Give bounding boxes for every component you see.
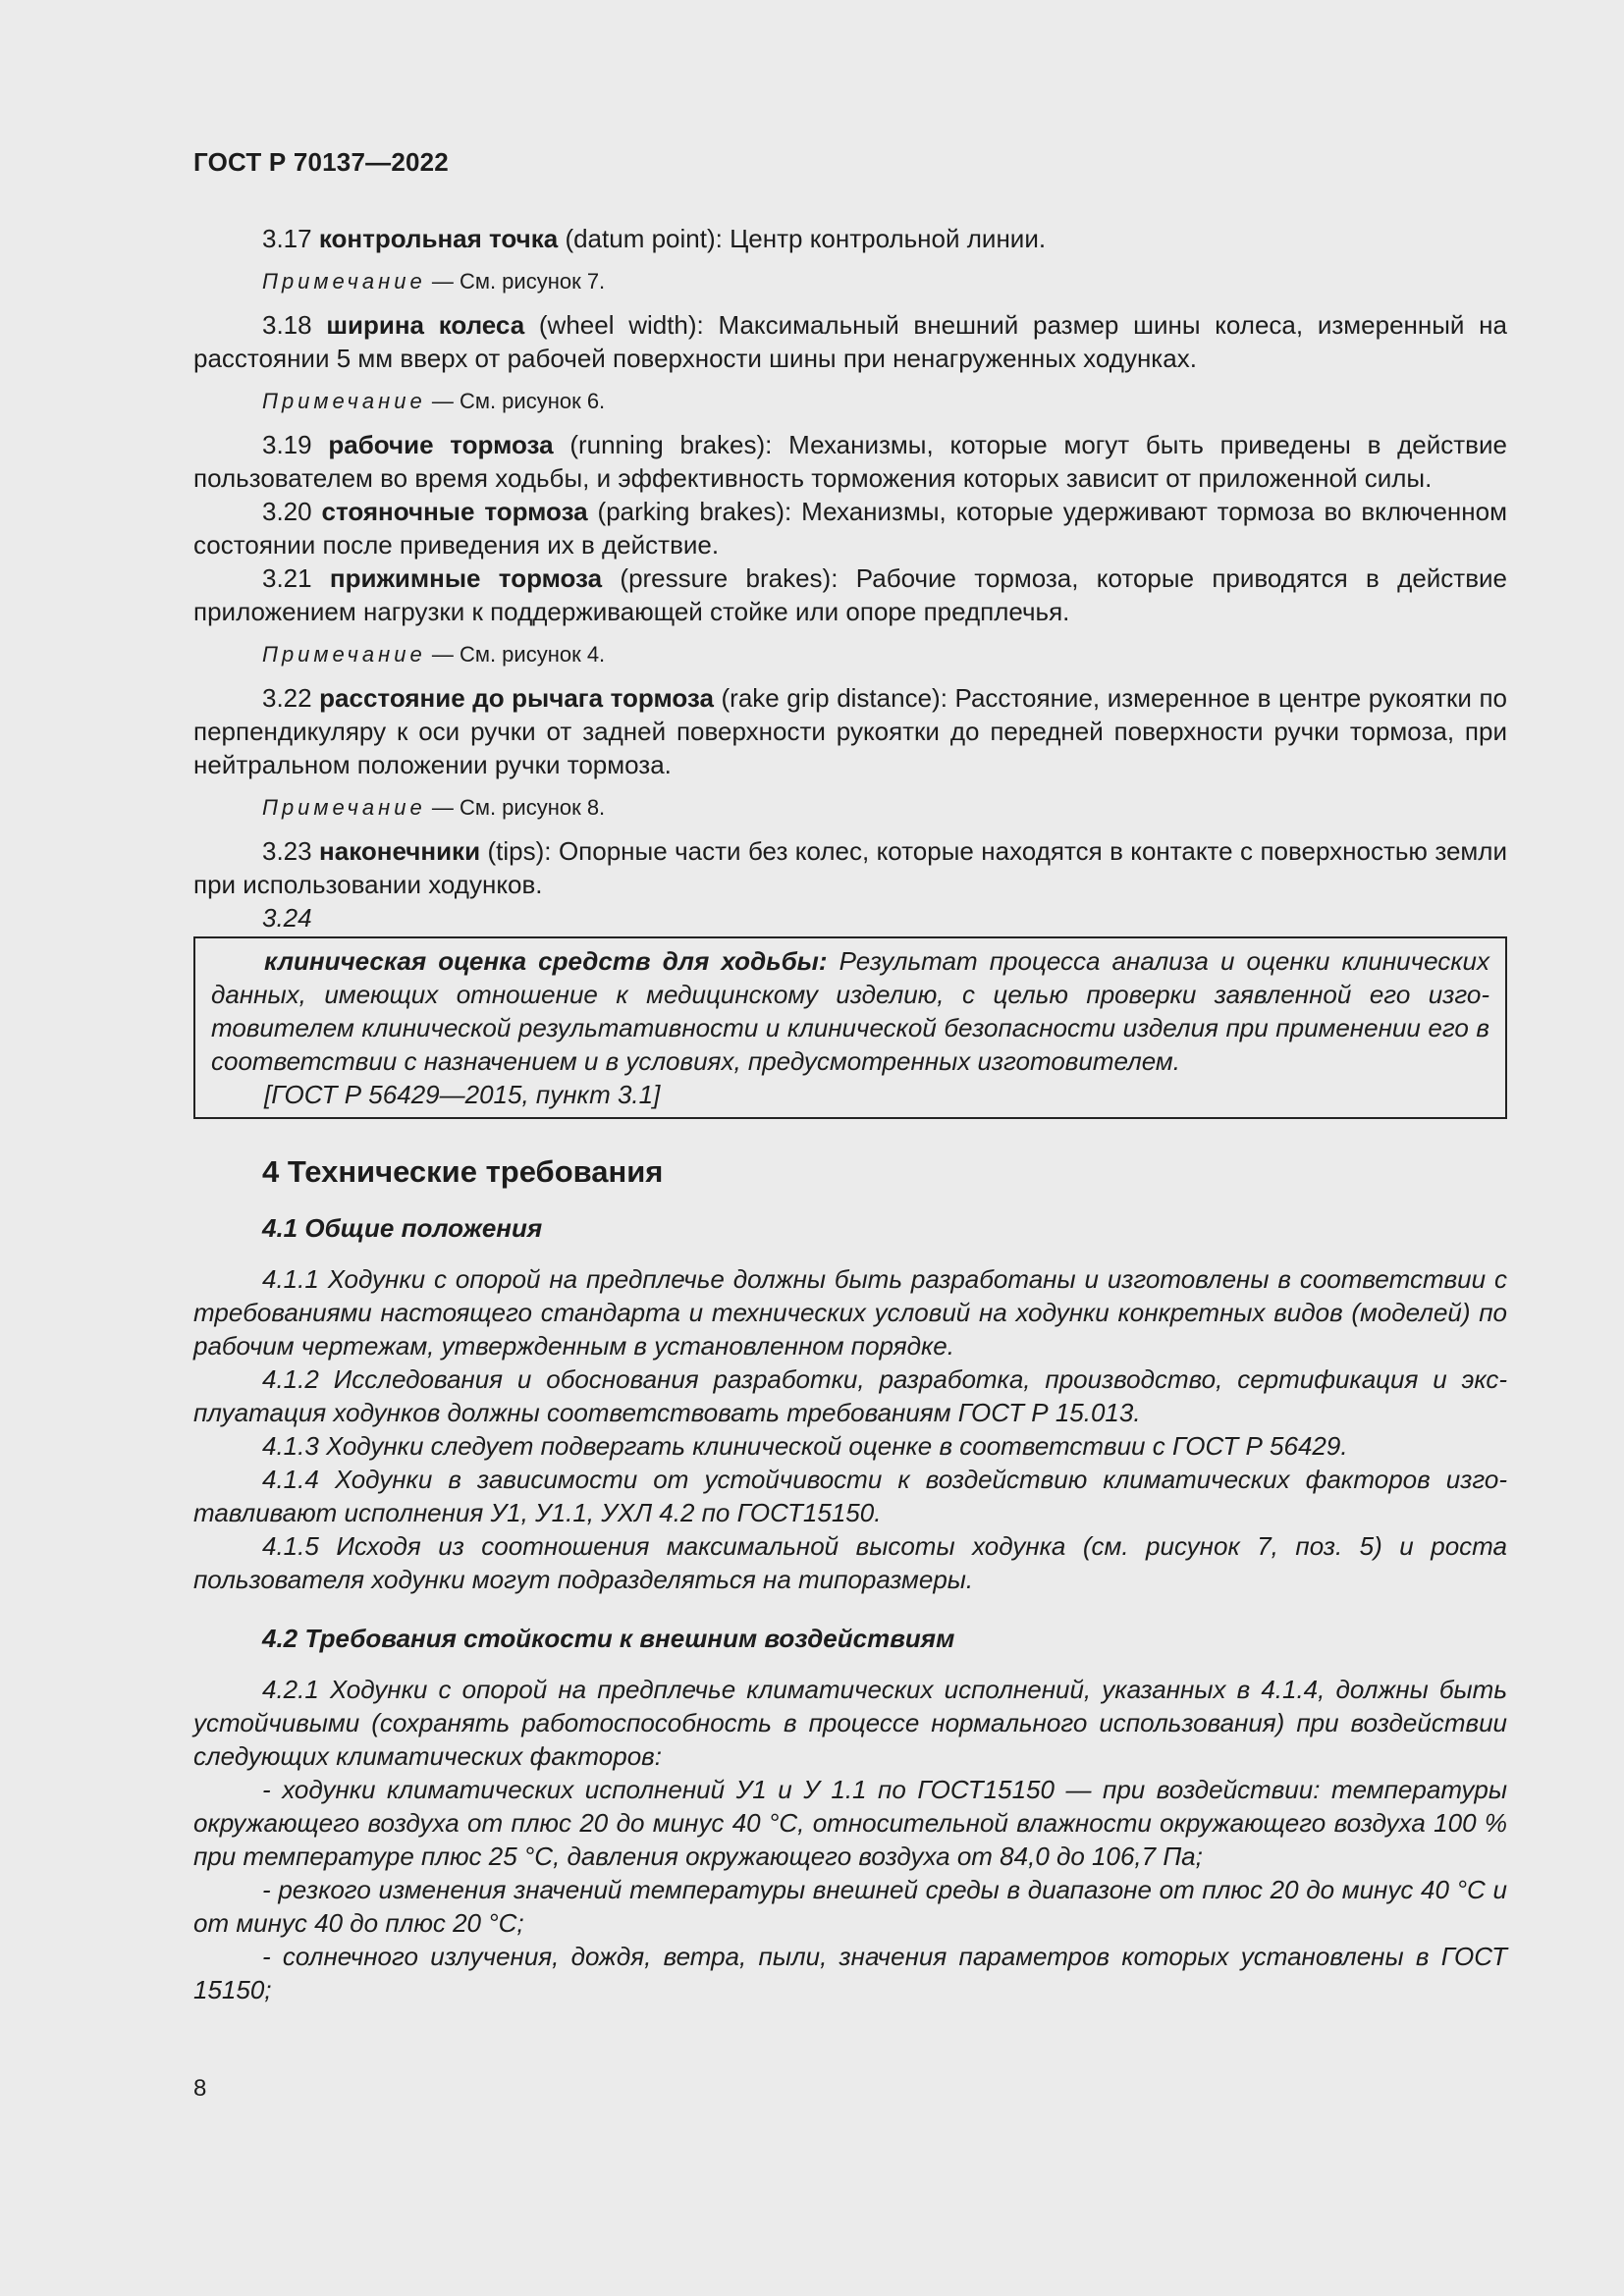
para-4-1-2: 4.1.2 Исследования и обоснования разработки, разработка, производство, сертификация и эксплуатация ходунков должны соответствовать требованиям ГОСТ Р 15.013. [193,1364,1507,1427]
list-item: - резкого изменения значений температуры внешней среды в диапазоне от плюс 20 до минус 40 °C и от минус 40 до плюс 20 °C; [193,1875,1507,1938]
term-3-22: 3.22 расстояние до рычага тормоза (rake grip distance): Расстояние, измеренное в центре рукоятки по перпендикуляру к оси ручки от задней поверхности рукоятки до передней поверхности ручки тормоза, при нейтральном положении ручки тормоза. [193,683,1508,779]
page-number: 8 [193,2075,207,2102]
term-3-24-definition: клиническая оценка средств для ходьбы: Результат процесса анализа и оценки клинических данных, имеющих отношение к медицинскому изделию, с целью проверки заявленной его изготовителем клинической результативности и клинической безопасности изделия при применении его в соответствии с назначением и в условиях, предусмотренных изготовителем. [211,946,1489,1076]
term-3-18: 3.18 ширина колеса (wheel width): Максимальный внешний размер шины колеса, измеренный на расстоянии 5 мм вверх от рабочей поверхности шины при ненагруженных ходунках. [193,310,1507,373]
para-4-1-1: 4.1.1 Ходунки с опорой на предплечье должны быть разработаны и изготовлены в соответствии с требованиями настоящего стандарта и технических условий на ходунки конкретных видов (моделей) по рабочим чертежам, утвержденным в установленном порядке. [193,1264,1507,1361]
term-3-23: 3.23 наконечники (tips): Опорные части без колес, которые находятся в контакте с поверхностью земли при использовании ходунков. [193,836,1508,899]
para-4-1-4: 4.1.4 Ходунки в зависимости от устойчивости к воздействию климатических факторов изготавливают исполнения У1, У1.1, УХЛ 4.2 по ГОСТ15150. [193,1465,1507,1527]
term-3-24-number: 3.24 [262,903,312,933]
list-item: - солнечного излучения, дождя, ветра, пыли, значения параметров которых установлены в ГОСТ 15150; [193,1942,1507,2004]
document-header: ГОСТ Р 70137—2022 [193,147,449,177]
subsection-4-2-title: 4.2 Требования стойкости к внешним воздействиям [262,1624,955,1653]
definition-box [193,936,1507,1119]
document-page [193,0,1507,2296]
term-3-20: 3.20 стояночные тормоза (parking brakes): Механизмы, которые удерживают тормоза во включенном состоянии после приведения их в действие. [193,497,1507,560]
definition-source: [ГОСТ Р 56429—2015, пункт 3.1] [264,1080,661,1109]
section-4-title: 4 Технические требования [262,1154,664,1189]
note-3-21: Примечание — См. рисунок 4. [262,642,606,667]
term-3-21: 3.21 прижимные тормоза (pressure brakes): Рабочие тормоза, которые приводятся в действие приложением нагрузки к поддерживающей стойке или опоре предплечья. [193,563,1508,626]
note-3-22: Примечание — См. рисунок 8. [262,795,606,820]
term-3-19: 3.19 рабочие тормоза (running brakes): Механизмы, которые могут быть приведены в действие пользователем во время ходьбы, и эффективность торможения которых зависит от приложенной силы. [193,430,1507,493]
note-3-17: Примечание — См. рисунок 7. [262,269,606,294]
list-item: - ходунки климатических исполнений У1 и У 1.1 по ГОСТ15150 — при воздействии: температуры окружающего воздуха от плюс 20 до минус 40 °C, относительной влажности окружающего воздуха 100 % при температуре плюс 25 °C, давления окружающего воздуха от 84,0 до 106,7 Па; [193,1775,1507,1871]
document-body [193,222,1507,2006]
term-3-17: 3.17 контрольная точка (datum point): Центр контрольной линии. [262,224,1047,253]
para-4-1-3: 4.1.3 Ходунки следует подвергать клинической оценке в соответствии с ГОСТ Р 56429. [262,1431,1348,1461]
note-3-18: Примечание — См. рисунок 6. [262,389,606,413]
para-4-1-5: 4.1.5 Исходя из соотношения максимальной высоты ходунка (см. рисунок 7, поз. 5) и роста пользователя ходунки могут подразделяться на типоразмеры. [193,1531,1507,1594]
para-4-2-1: 4.2.1 Ходунки с опорой на предплечье климатических исполнений, указанных в 4.1.4, должны быть устойчивыми (сохранять работоспособность в процессе нормального использования) при воздействии следующих климатических факторов: [193,1675,1507,1771]
subsection-4-1-title: 4.1 Общие положения [262,1213,543,1243]
